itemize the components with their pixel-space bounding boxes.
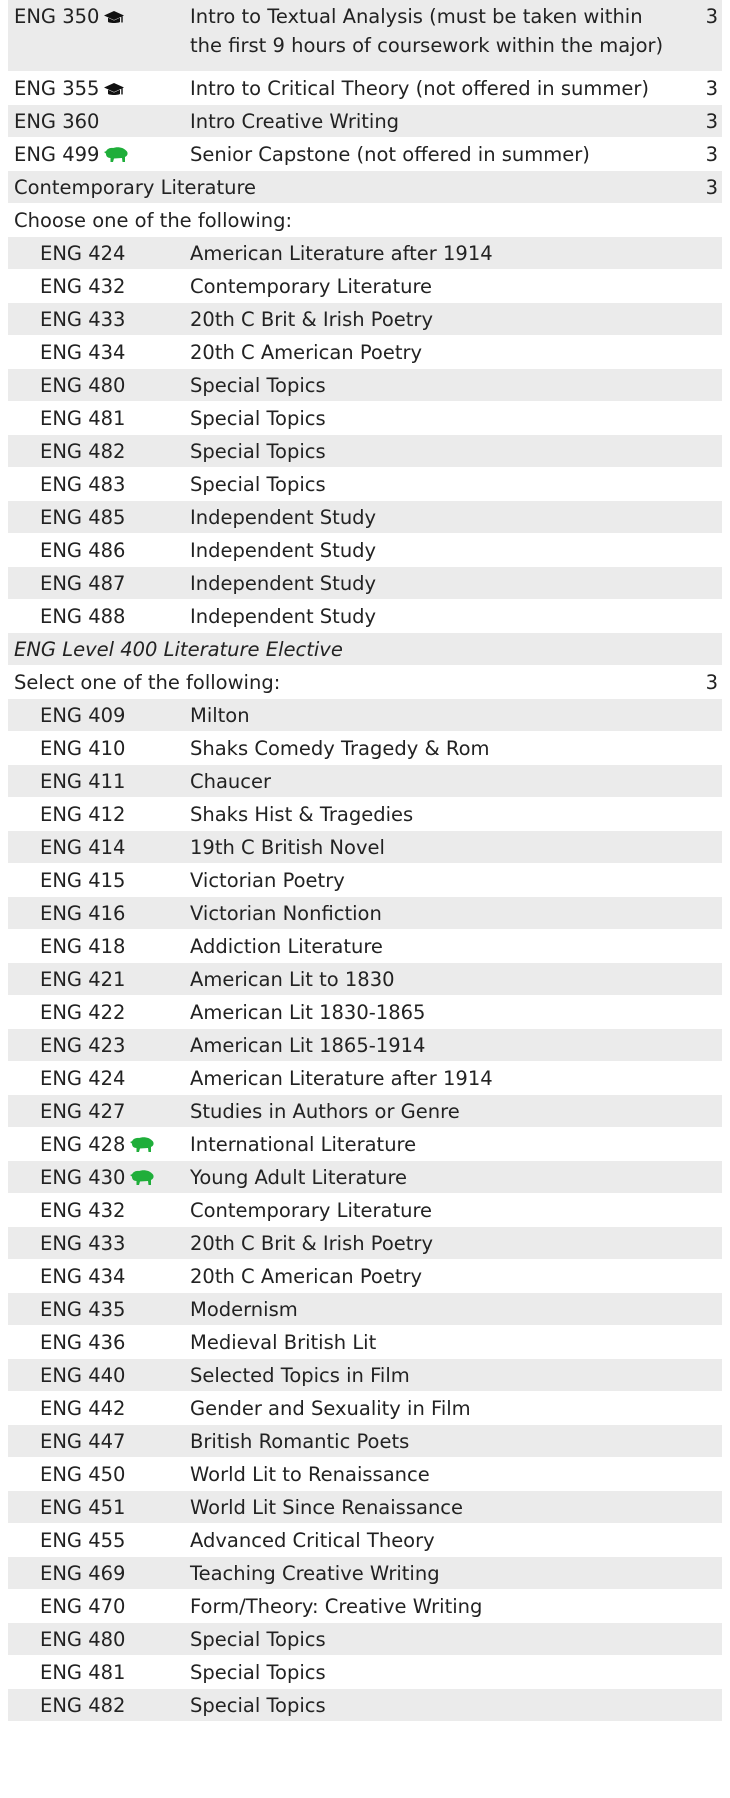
course-code bbox=[40, 1293, 125, 1326]
course-code-text: ENG 486 bbox=[40, 539, 126, 562]
course-title: International Literature bbox=[190, 1133, 417, 1156]
course-title: Special Topics bbox=[190, 1661, 326, 1684]
course-code-text: ENG 350 bbox=[14, 5, 100, 28]
course-title: Gender and Sexuality in Film bbox=[190, 1397, 471, 1420]
course-title: British Romantic Poets bbox=[190, 1430, 410, 1453]
course-code-text: ENG 415 bbox=[40, 869, 126, 892]
course-row bbox=[8, 732, 722, 765]
course-code bbox=[40, 798, 125, 831]
course-title: American Lit 1830-1865 bbox=[190, 1001, 426, 1024]
course-code-text: ENG 442 bbox=[40, 1397, 126, 1420]
course-row bbox=[8, 237, 722, 270]
course-row bbox=[8, 534, 722, 567]
course-code bbox=[40, 303, 125, 336]
course-row bbox=[8, 1425, 722, 1458]
course-code-text: ENG 481 bbox=[40, 407, 126, 430]
course-code-text: ENG 411 bbox=[40, 770, 126, 793]
course-row bbox=[8, 1656, 722, 1689]
course-row bbox=[8, 1623, 722, 1656]
course-title: Teaching Creative Writing bbox=[190, 1562, 440, 1585]
course-code bbox=[40, 930, 125, 963]
credit-hours: 3 bbox=[705, 176, 718, 199]
course-title: Victorian Poetry bbox=[190, 869, 345, 892]
course-code-text: ENG 480 bbox=[40, 1628, 126, 1651]
course-row bbox=[8, 1161, 722, 1194]
course-code bbox=[40, 435, 125, 468]
course-code bbox=[40, 831, 125, 864]
credit-hours: 3 bbox=[705, 5, 718, 28]
course-code bbox=[14, 138, 129, 174]
course-code-text: ENG 485 bbox=[40, 506, 126, 529]
course-code bbox=[40, 567, 125, 600]
course-code-text: ENG 435 bbox=[40, 1298, 126, 1321]
course-code bbox=[40, 765, 125, 798]
course-row bbox=[8, 897, 722, 930]
course-row bbox=[8, 1458, 722, 1491]
course-code bbox=[40, 237, 125, 270]
course-code-text: ENG 480 bbox=[40, 374, 126, 397]
course-title: Independent Study bbox=[190, 572, 377, 595]
course-title: Intro to Critical Theory (not offered in summer) bbox=[190, 77, 649, 100]
course-row bbox=[8, 1293, 722, 1326]
credit-hours: 3 bbox=[705, 110, 718, 133]
course-code-text: ENG 483 bbox=[40, 473, 126, 496]
credit-hours: 3 bbox=[705, 671, 718, 694]
course-code bbox=[40, 732, 125, 765]
course-code-text: ENG 355 bbox=[14, 77, 100, 100]
course-title: World Lit Since Renaissance bbox=[190, 1496, 464, 1519]
section-label: Contemporary Literature bbox=[14, 176, 257, 199]
section-header-row bbox=[8, 204, 722, 237]
course-code-text: ENG 360 bbox=[14, 110, 100, 133]
course-row bbox=[8, 996, 722, 1029]
course-title: Victorian Nonfiction bbox=[190, 902, 382, 925]
course-code bbox=[40, 864, 125, 897]
course-code bbox=[40, 1029, 125, 1062]
course-code bbox=[40, 534, 125, 567]
course-code-text: ENG 470 bbox=[40, 1595, 126, 1618]
course-row bbox=[8, 402, 722, 435]
course-code bbox=[40, 336, 125, 369]
course-code-text: ENG 450 bbox=[40, 1463, 126, 1486]
course-code-text: ENG 416 bbox=[40, 902, 126, 925]
course-code-text: ENG 430 bbox=[40, 1166, 126, 1189]
course-code-text: ENG 422 bbox=[40, 1001, 126, 1024]
course-code bbox=[14, 105, 99, 138]
course-row bbox=[8, 864, 722, 897]
course-code bbox=[40, 1425, 125, 1458]
course-row bbox=[8, 1194, 722, 1227]
course-title: 20th C Brit & Irish Poetry bbox=[190, 1232, 433, 1255]
course-title: Medieval British Lit bbox=[190, 1331, 377, 1354]
course-code-text: ENG 440 bbox=[40, 1364, 126, 1387]
course-title: Advanced Critical Theory bbox=[190, 1529, 435, 1552]
course-code bbox=[40, 1194, 125, 1227]
course-code-text: ENG 434 bbox=[40, 1265, 126, 1288]
course-row bbox=[8, 1029, 722, 1062]
course-row bbox=[8, 468, 722, 501]
course-code-text: ENG 482 bbox=[40, 1694, 126, 1717]
course-code bbox=[40, 1392, 125, 1425]
course-row bbox=[8, 270, 722, 303]
course-title: 20th C American Poetry bbox=[190, 1265, 423, 1288]
course-code bbox=[40, 501, 125, 534]
course-code-text: ENG 487 bbox=[40, 572, 126, 595]
course-code-text: ENG 482 bbox=[40, 440, 126, 463]
course-code-text: ENG 414 bbox=[40, 836, 126, 859]
course-title: Special Topics bbox=[190, 1694, 326, 1717]
course-code bbox=[40, 1557, 125, 1590]
section-header-row bbox=[8, 171, 722, 204]
course-title: Intro Creative Writing bbox=[190, 110, 400, 133]
course-title: Shaks Hist & Tragedies bbox=[190, 803, 414, 826]
course-title: Senior Capstone (not offered in summer) bbox=[190, 143, 590, 166]
course-title: 19th C British Novel bbox=[190, 836, 385, 859]
section-label: ENG Level 400 Literature Elective bbox=[14, 638, 343, 661]
course-row bbox=[8, 1095, 722, 1128]
course-title: Addiction Literature bbox=[190, 935, 383, 958]
course-title: Young Adult Literature bbox=[190, 1166, 408, 1189]
course-code bbox=[40, 270, 125, 303]
course-row bbox=[8, 1062, 722, 1095]
course-code bbox=[40, 1656, 125, 1689]
course-row bbox=[8, 1590, 722, 1623]
course-title: Chaucer bbox=[190, 770, 272, 793]
section-label: Choose one of the following: bbox=[14, 209, 293, 232]
course-title: Milton bbox=[190, 704, 250, 727]
course-row bbox=[8, 600, 722, 633]
course-title: Contemporary Literature bbox=[190, 1199, 433, 1222]
course-row bbox=[8, 831, 722, 864]
course-code bbox=[40, 1128, 155, 1164]
bison-icon bbox=[103, 141, 129, 174]
course-row bbox=[8, 1227, 722, 1260]
course-row bbox=[8, 567, 722, 600]
course-title: Shaks Comedy Tragedy & Rom bbox=[190, 737, 490, 760]
course-row bbox=[8, 105, 722, 138]
course-row bbox=[8, 1557, 722, 1590]
course-code-text: ENG 499 bbox=[14, 143, 100, 166]
course-requirements-table bbox=[8, 0, 722, 1722]
graduation-cap-icon bbox=[103, 75, 125, 108]
course-row bbox=[8, 1689, 722, 1722]
course-row bbox=[8, 0, 722, 72]
course-title: Studies in Authors or Genre bbox=[190, 1100, 460, 1123]
course-code bbox=[14, 72, 125, 108]
course-code-text: ENG 434 bbox=[40, 341, 126, 364]
bison-icon bbox=[129, 1164, 155, 1197]
course-code-text: ENG 418 bbox=[40, 935, 126, 958]
course-title: American Lit 1865-1914 bbox=[190, 1034, 426, 1057]
course-row bbox=[8, 138, 722, 171]
course-code bbox=[40, 1359, 125, 1392]
course-code-text: ENG 409 bbox=[40, 704, 126, 727]
course-row bbox=[8, 699, 722, 732]
course-title: Independent Study bbox=[190, 605, 377, 628]
course-code-text: ENG 469 bbox=[40, 1562, 126, 1585]
course-code bbox=[40, 1458, 125, 1491]
section-label: Select one of the following: bbox=[14, 671, 281, 694]
course-code bbox=[40, 963, 125, 996]
course-code-text: ENG 428 bbox=[40, 1133, 126, 1156]
course-row bbox=[8, 435, 722, 468]
course-title: Special Topics bbox=[190, 1628, 326, 1651]
course-row bbox=[8, 501, 722, 534]
course-code-text: ENG 421 bbox=[40, 968, 126, 991]
course-title: World Lit to Renaissance bbox=[190, 1463, 430, 1486]
course-code-text: ENG 433 bbox=[40, 308, 126, 331]
course-code bbox=[14, 2, 125, 34]
course-code bbox=[40, 1062, 125, 1095]
course-code bbox=[40, 1260, 125, 1293]
course-code bbox=[40, 468, 125, 501]
course-row bbox=[8, 1491, 722, 1524]
course-code-text: ENG 424 bbox=[40, 242, 126, 265]
course-code bbox=[40, 897, 125, 930]
course-title: 20th C Brit & Irish Poetry bbox=[190, 308, 433, 331]
course-row bbox=[8, 1524, 722, 1557]
course-title: American Literature after 1914 bbox=[190, 1067, 493, 1090]
course-code-text: ENG 432 bbox=[40, 275, 126, 298]
course-code bbox=[40, 402, 125, 435]
course-code-text: ENG 447 bbox=[40, 1430, 126, 1453]
course-code-text: ENG 423 bbox=[40, 1034, 126, 1057]
course-row bbox=[8, 1359, 722, 1392]
course-title: Modernism bbox=[190, 1298, 298, 1321]
course-code bbox=[40, 369, 125, 402]
course-title: 20th C American Poetry bbox=[190, 341, 423, 364]
course-title: Independent Study bbox=[190, 539, 377, 562]
course-title: Selected Topics in Film bbox=[190, 1364, 410, 1387]
course-code bbox=[40, 1623, 125, 1656]
course-row bbox=[8, 963, 722, 996]
course-row bbox=[8, 1260, 722, 1293]
course-title: American Literature after 1914 bbox=[190, 242, 493, 265]
credit-hours: 3 bbox=[705, 143, 718, 166]
course-code-text: ENG 427 bbox=[40, 1100, 126, 1123]
course-code bbox=[40, 1326, 125, 1359]
course-row bbox=[8, 1128, 722, 1161]
course-title: Independent Study bbox=[190, 506, 377, 529]
course-title: Special Topics bbox=[190, 473, 326, 496]
course-row bbox=[8, 369, 722, 402]
course-code bbox=[40, 1689, 125, 1722]
course-code-text: ENG 424 bbox=[40, 1067, 126, 1090]
course-row bbox=[8, 303, 722, 336]
course-code-text: ENG 481 bbox=[40, 1661, 126, 1684]
course-code-text: ENG 451 bbox=[40, 1496, 126, 1519]
course-code bbox=[40, 1524, 125, 1557]
course-code-text: ENG 432 bbox=[40, 1199, 126, 1222]
course-code bbox=[40, 1491, 125, 1524]
course-title: Special Topics bbox=[190, 407, 326, 430]
course-title: Special Topics bbox=[190, 440, 326, 463]
course-row bbox=[8, 930, 722, 963]
course-code bbox=[40, 1161, 155, 1197]
course-code-text: ENG 410 bbox=[40, 737, 126, 760]
course-title: Form/Theory: Creative Writing bbox=[190, 1595, 483, 1618]
course-code bbox=[40, 996, 125, 1029]
course-code-text: ENG 436 bbox=[40, 1331, 126, 1354]
course-code-text: ENG 412 bbox=[40, 803, 126, 826]
course-code bbox=[40, 1590, 125, 1623]
course-row bbox=[8, 765, 722, 798]
course-code-text: ENG 455 bbox=[40, 1529, 126, 1552]
course-code bbox=[40, 1227, 125, 1260]
course-title: Special Topics bbox=[190, 374, 326, 397]
course-code-text: ENG 433 bbox=[40, 1232, 126, 1255]
credit-hours: 3 bbox=[705, 77, 718, 100]
course-row bbox=[8, 1326, 722, 1359]
section-header-row bbox=[8, 666, 722, 699]
course-title: American Lit to 1830 bbox=[190, 968, 395, 991]
course-row bbox=[8, 72, 722, 105]
graduation-cap-icon bbox=[103, 5, 125, 34]
course-code bbox=[40, 600, 125, 633]
section-header-row bbox=[8, 633, 722, 666]
course-code bbox=[40, 1095, 125, 1128]
course-code-text: ENG 488 bbox=[40, 605, 126, 628]
course-row bbox=[8, 798, 722, 831]
course-title: Intro to Textual Analysis (must be taken within the first 9 hours of coursework within the major) bbox=[190, 5, 664, 57]
course-title: Contemporary Literature bbox=[190, 275, 433, 298]
course-code bbox=[40, 699, 125, 732]
bison-icon bbox=[129, 1131, 155, 1164]
course-row bbox=[8, 336, 722, 369]
course-row bbox=[8, 1392, 722, 1425]
